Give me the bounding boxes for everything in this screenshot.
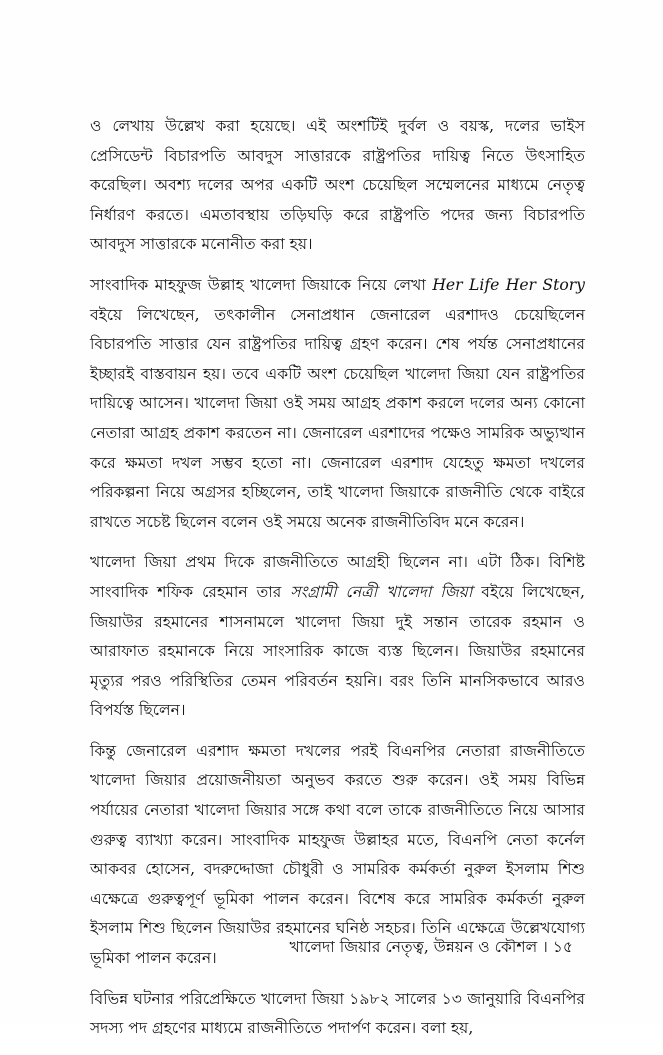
paragraph-text: খালেদা জিয়া প্রথম দিকে রাজনীতিতে আগ্রহী ছিলেন না। এটা ঠিক। বিশিষ্ট সাংবাদিক শফিক রেহমান তার [90, 553, 585, 601]
body-text [90, 112, 585, 1055]
paragraph-text: বইয়ে লিখেছেন, জিয়াউর রহমানের শাসনামলে খালেদা জিয়া দুই সন্তান তারেক রহমান ও আরাফাত রহমানকে নিয়ে সাংসারিক কাজে ব্যস্ত ছিলেন। জিয়াউর রহমানের মৃত্যুর পরও পরিস্থিতির তেমন পরিবর্তন হয়নি। বরং তিনি মানসিকভাবে আরও বিপর্যস্ত ছিলেন। [90, 582, 585, 720]
book-title-italic: সংগ্রামী নেত্রী খালেদা জিয়া [290, 582, 473, 601]
paragraph-3 [90, 548, 585, 726]
paragraph-text: বইয়ে লিখেছেন, তৎকালীন সেনাপ্রধান জেনারেল এরশাদও চেয়েছিলেন বিচারপতি সাত্তার যেন রাষ্ট্রপতির দায়িত্ব গ্রহণ করেন। শেষ পর্যন্ত সেনাপ্রধানের ইচ্ছারই বাস্তবায়ন হয়। তবে একটি অংশ চেয়েছিল খালেদা জিয়া যেন রাষ্ট্রপতির দায়িত্বে আসেন। খালেদা জিয়া ওই সময় আগ্রহ প্রকাশ করলে দলের অন্য কোনো নেতারা আগ্রহ প্রকাশ করতেন না। জেনারেল এরশাদের পক্ষেও সামরিক অভ্যুত্থান করে ক্ষমতা দখল সম্ভব হতো না। জেনারেল এরশাদ যেহেতু ক্ষমতা দখলের পরিকল্পনা নিয়ে অগ্রসর হচ্ছিলেন, তাই খালেদা জিয়াকে রাজনীতি থেকে বাইরে রাখতে সচেষ্ট ছিলেন বলেন ওই সময়ে অনেক রাজনীতিবিদ মনে করেন। [90, 305, 585, 531]
page-number: ১৫ [552, 938, 573, 956]
paragraph-5 [90, 985, 585, 1044]
paragraph-2 [90, 271, 585, 537]
paragraph-text: ও লেখায় উল্লেখ করা হয়েছে। এই অংশটিই দুর্বল ও বয়স্ক, দলের ভাইস প্রেসিডেন্ট বিচারপতি আবদুস সাত্তারকে রাষ্ট্রপতির দায়িত্ব নিতে উৎসাহিত করেছিল। অবশ্য দলের অপর একটি অংশ চেয়েছিল সম্মেলনের মাধ্যমে নেতৃত্ব নির্ধারণ করতে। এমতাবস্থায় তড়িঘড়ি করে রাষ্ট্রপতি পদের জন্য বিচারপতি আবদুস সাত্তারকে মনোনীত করা হয়। [90, 117, 585, 254]
paragraph-1 [90, 112, 585, 260]
paragraph-text: কিন্তু জেনারেল এরশাদ ক্ষমতা দখলের পরই বিএনপির নেতারা রাজনীতিতে খালেদা জিয়ার প্রয়োজনীয়তা অনুভব করতে শুরু করেন। ওই সময় বিভিন্ন পর্যায়ের নেতারা খালেদা জিয়ার সঙ্গে কথা বলে তাকে রাজনীতিতে নিয়ে আসার গুরুত্ব ব্যাখ্যা করেন। সাংবাদিক মাহফুজ উল্লাহর মতে, বিএনপি নেতা কর্নেল আকবর হোসেন, বদরুদ্দোজা চৌধুরী ও সামরিক কর্মকর্তা নুরুল ইসলাম শিশু এক্ষেত্রে গুরুত্বপূর্ণ ভূমিকা পালন করেন। বিশেষ করে সামরিক কর্মকর্তা নুরুল ইসলাম শিশু ছিলেন জিয়াউর রহমানের ঘনিষ্ঠ সহচর। তিনি এক্ষেত্রে উল্লেখযোগ্য ভূমিকা পালন করেন। [90, 741, 585, 968]
paragraph-text: সাংবাদিক মাহফুজ উল্লাহ খালেদা জিয়াকে নিয়ে লেখা [90, 275, 433, 294]
paragraph-text: বিভিন্ন ঘটনার পরিপ্রেক্ষিতে খালেদা জিয়া ১৯৮২ সালের ১৩ জানুয়ারি বিএনপির সদস্য পদ গ্রহণের মাধ্যমে রাজনীতিতে পদার্পণ করেন। বলা হয়, [90, 989, 585, 1038]
running-title: খালেদা জিয়ার নেতৃত্ব, উন্নয়ন ও কৌশল [289, 938, 538, 956]
book-title-italic: Her Life Her Story [432, 275, 585, 294]
page-footer [289, 935, 573, 961]
footer-separator: । [542, 938, 548, 956]
